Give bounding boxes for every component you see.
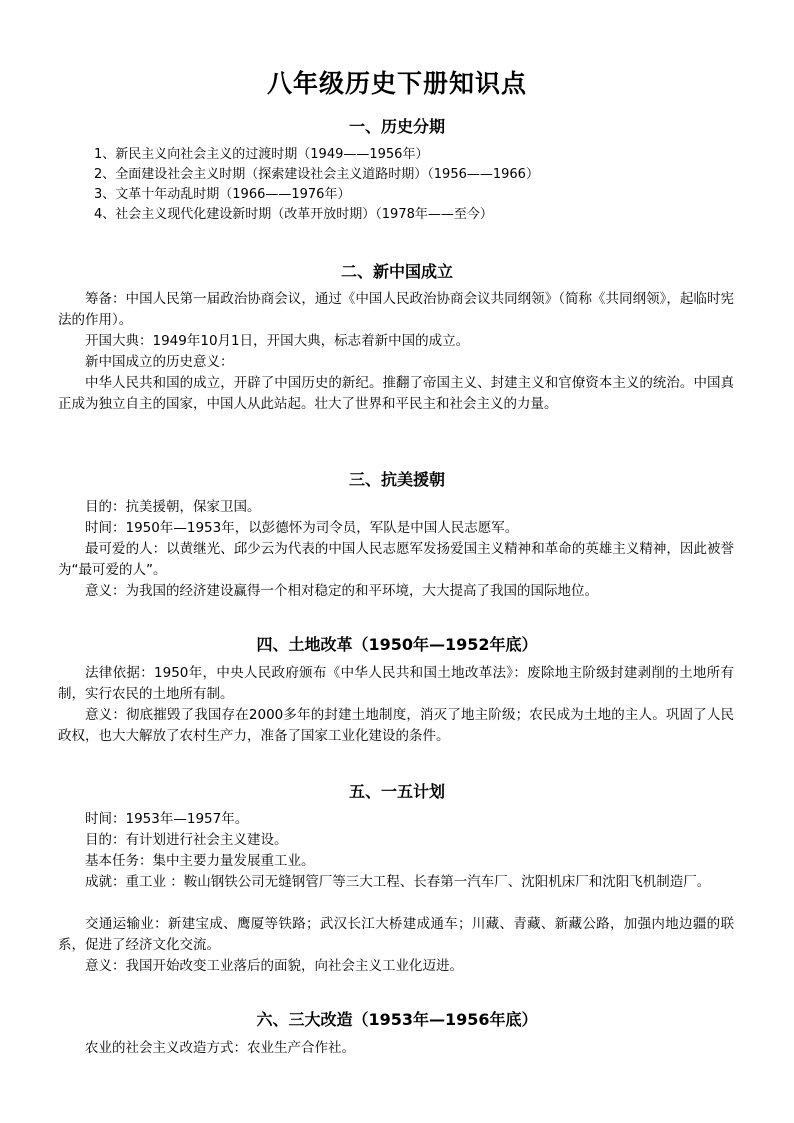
paragraph: 成就：重工业 ：鞍山钢铁公司无缝钢管厂等三大工程、长春第一汽车厂、沈阳机床厂和沈阳飞机制造厂。 (85, 874, 711, 890)
section-heading-three-transformations: 六、三大改造（1953年—1956年底） (256, 1010, 538, 1029)
paragraph: 意义：彻底摧毁了我国存在2000多年的封建土地制度，消灭了地主阶级；农民成为土地的主人。巩固了人民政权，也大大解放了农村生产力，准备了国家工业化建设的条件。 (58, 707, 734, 744)
section-heading-founding: 二、新中国成立 (340, 262, 453, 281)
paragraph: 最可爱的人：以黄继光、邱少云为代表的中国人民志愿军发扬爱国主义精神和革命的英雄主义精神，因此被誉为“最可爱的人”。 (58, 541, 734, 578)
period-item: 4、社会主义现代化建设新时期（改革开放时期）（1978年——至今） (94, 207, 493, 222)
section-heading-five-year-plan: 五、一五计划 (348, 782, 445, 801)
paragraph: 农业的社会主义改造方式：农业生产合作社。 (85, 1040, 355, 1056)
period-item: 3、文革十年动乱时期（1966——1976年） (94, 187, 351, 202)
paragraph: 意义：为我国的经济建设赢得一个相对稳定的和平环境，大大提高了我国的国际地位。 (85, 583, 598, 599)
paragraph: 中华人民共和国的成立，开辟了中国历史的新纪。推翻了帝国主义、封建主义和官僚资本主义的统治。中国真正成为独立自主的国家，中国人从此站起。壮大了世界和平民主和社会主义的力量。 (58, 375, 734, 412)
paragraph: 新中国成立的历史意义： (85, 354, 234, 370)
paragraph: 筹备：中国人民第一届政治协商会议，通过《中国人民政治协商会议共同纲领》（简称《共同纲领》，起临时宪法的作用）。 (58, 291, 734, 328)
section-heading-periodization: 一、历史分期 (348, 117, 445, 136)
paragraph: 法律依据：1950年，中央人民政府颁布《中华人民共和国土地改革法》：废除地主阶级封建剥削的土地所有制，实行农民的土地所有制。 (58, 665, 734, 702)
paragraph: 时间：1950年—1953年，以彭德怀为司令员，军队是中国人民志愿军。 (85, 520, 519, 536)
document-title: 八年级历史下册知识点 (266, 69, 527, 98)
section-heading-land-reform: 四、土地改革（1950年—1952年底） (256, 635, 538, 654)
paragraph: 目的：有计划进行社会主义建设。 (85, 832, 288, 848)
paragraph: 开国大典：1949年10月1日，开国大典，标志着新中国的成立。 (85, 333, 470, 349)
section-heading-korea-war: 三、抗美援朝 (348, 470, 445, 489)
period-item: 1、新民主义向社会主义的过渡时期（1949——1956年） (94, 147, 429, 162)
paragraph: 目的：抗美援朝，保家卫国。 (85, 499, 261, 515)
paragraph: 时间：1953年—1957年。 (85, 811, 249, 827)
period-item: 2、全面建设社会主义时期（探索建设社会主义道路时期）（1956——1966） (94, 167, 539, 182)
paragraph: 交通运输业：新建宝成、鹰厦等铁路；武汉长江大桥建成通车；川藏、青藏、新藏公路，加强内地边疆的联系，促进了经济文化交流。 (58, 916, 734, 953)
paragraph: 意义：我国开始改变工业落后的面貌，向社会主义工业化迈进。 (85, 958, 463, 974)
paragraph: 基本任务：集中主要力量发展重工业。 (85, 853, 315, 869)
